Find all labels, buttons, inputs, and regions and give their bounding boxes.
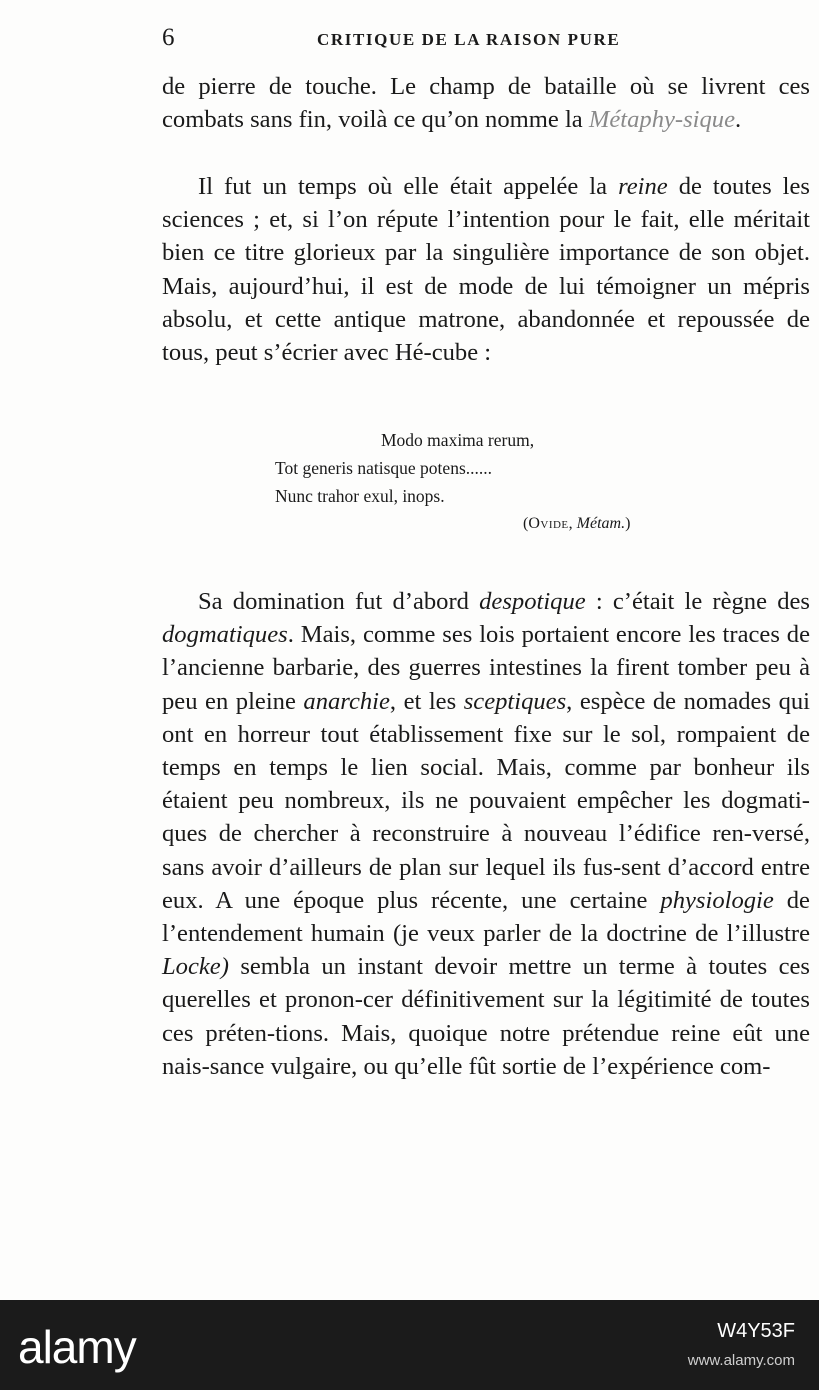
running-head: CRITIQUE DE LA RAISON PURE xyxy=(317,30,621,49)
site-url: www.alamy.com xyxy=(687,1352,795,1369)
paragraph-3-text-g: sembla un instant devoir mettre un terme à toutes ces querelles et pronon-cer définitivement sur la légitimité de toutes ces préten-tions. Mais, quoique notre prétendue reine eût une nais-sance vulgaire, ou qu’elle fût sortie de l’expérience com- xyxy=(162,953,810,1080)
page-header xyxy=(162,24,810,58)
citation-author: Ovide xyxy=(528,515,569,532)
paragraph-2-text-b: de toutes les sciences ; et, si l’on répute l’intention pour le fait, elle méritait bien ce titre glorieux par la singulière importance de son objet. Mais, aujourd’hui, il est de mode de lui témoigner un mépris absolu, et cette antique matrone, abandonnée et repoussée de tous, peut s’écrier avec Hé-cube : xyxy=(162,173,811,367)
paragraph-1 xyxy=(162,70,810,136)
paragraph-3-text-a: Sa domination fut d’abord xyxy=(198,588,480,615)
image-id: W4Y53F xyxy=(717,1320,795,1342)
paragraph-3-text-f: de l’entendement humain (je veux parler de la doctrine de l’illustre xyxy=(162,886,810,948)
paragraph-1-end: . xyxy=(735,106,742,134)
paragraph-3-text-c: . Mais, comme ses lois portaient encore les traces de l’ancienne barbarie, des guerres intestines la firent tomber peu à peu en pleine xyxy=(162,621,810,715)
paragraph-2 xyxy=(162,170,810,369)
alamy-logo: alamy xyxy=(18,1321,136,1373)
page-number: 6 xyxy=(162,24,176,51)
paragraph-2-text-a: Il fut un temps où elle était appelée la xyxy=(198,173,619,200)
paragraph-3-text-d: , et les xyxy=(389,687,464,715)
italic-physiologie: physiologie xyxy=(660,886,774,914)
latin-verse-quote xyxy=(275,426,715,538)
italic-locke: Locke) xyxy=(162,953,229,981)
verse-line-2: Tot generis natisque potens...... xyxy=(275,458,492,478)
watermark-bar xyxy=(0,1300,819,1390)
italic-reine: reine xyxy=(618,173,668,200)
verse-line-3: Nunc trahor exul, inops. xyxy=(275,486,445,506)
italic-sceptiques: sceptiques xyxy=(463,687,567,715)
paragraph-3-text-b: : c’était le règne des xyxy=(585,588,810,615)
italic-metaphysique: Métaphy-sique xyxy=(588,106,736,134)
paragraph-3-text-e: , espèce de nomades qui ont en horreur tout établissement fixe sur le sol, rompaient de temps en temps le lien social. Mais, comme par bonheur ils étaient peu nombreux, ils ne pouvaient empêcher les dogmati-ques de chercher à reconstruire à nouveau l’édifice ren-versé, sans avoir d’ailleurs de plan sur lequel ils fus-sent d’accord entre eux. A une époque plus récente, une certaine xyxy=(162,687,810,914)
italic-dogmatiques: dogmatiques xyxy=(162,621,288,649)
citation-work: Métam. xyxy=(576,515,626,532)
verse-citation: (Ovide, Métam.) xyxy=(523,515,631,532)
verse-line-1: Modo maxima rerum, xyxy=(381,430,535,450)
italic-anarchie: anarchie xyxy=(303,687,390,715)
paragraph-1-text: de pierre de touche. Le champ de bataille où se livrent ces combats sans fin, voilà ce qu’on nomme la xyxy=(162,73,810,134)
italic-despotique: despotique xyxy=(479,588,586,615)
paragraph-3 xyxy=(162,585,810,1083)
